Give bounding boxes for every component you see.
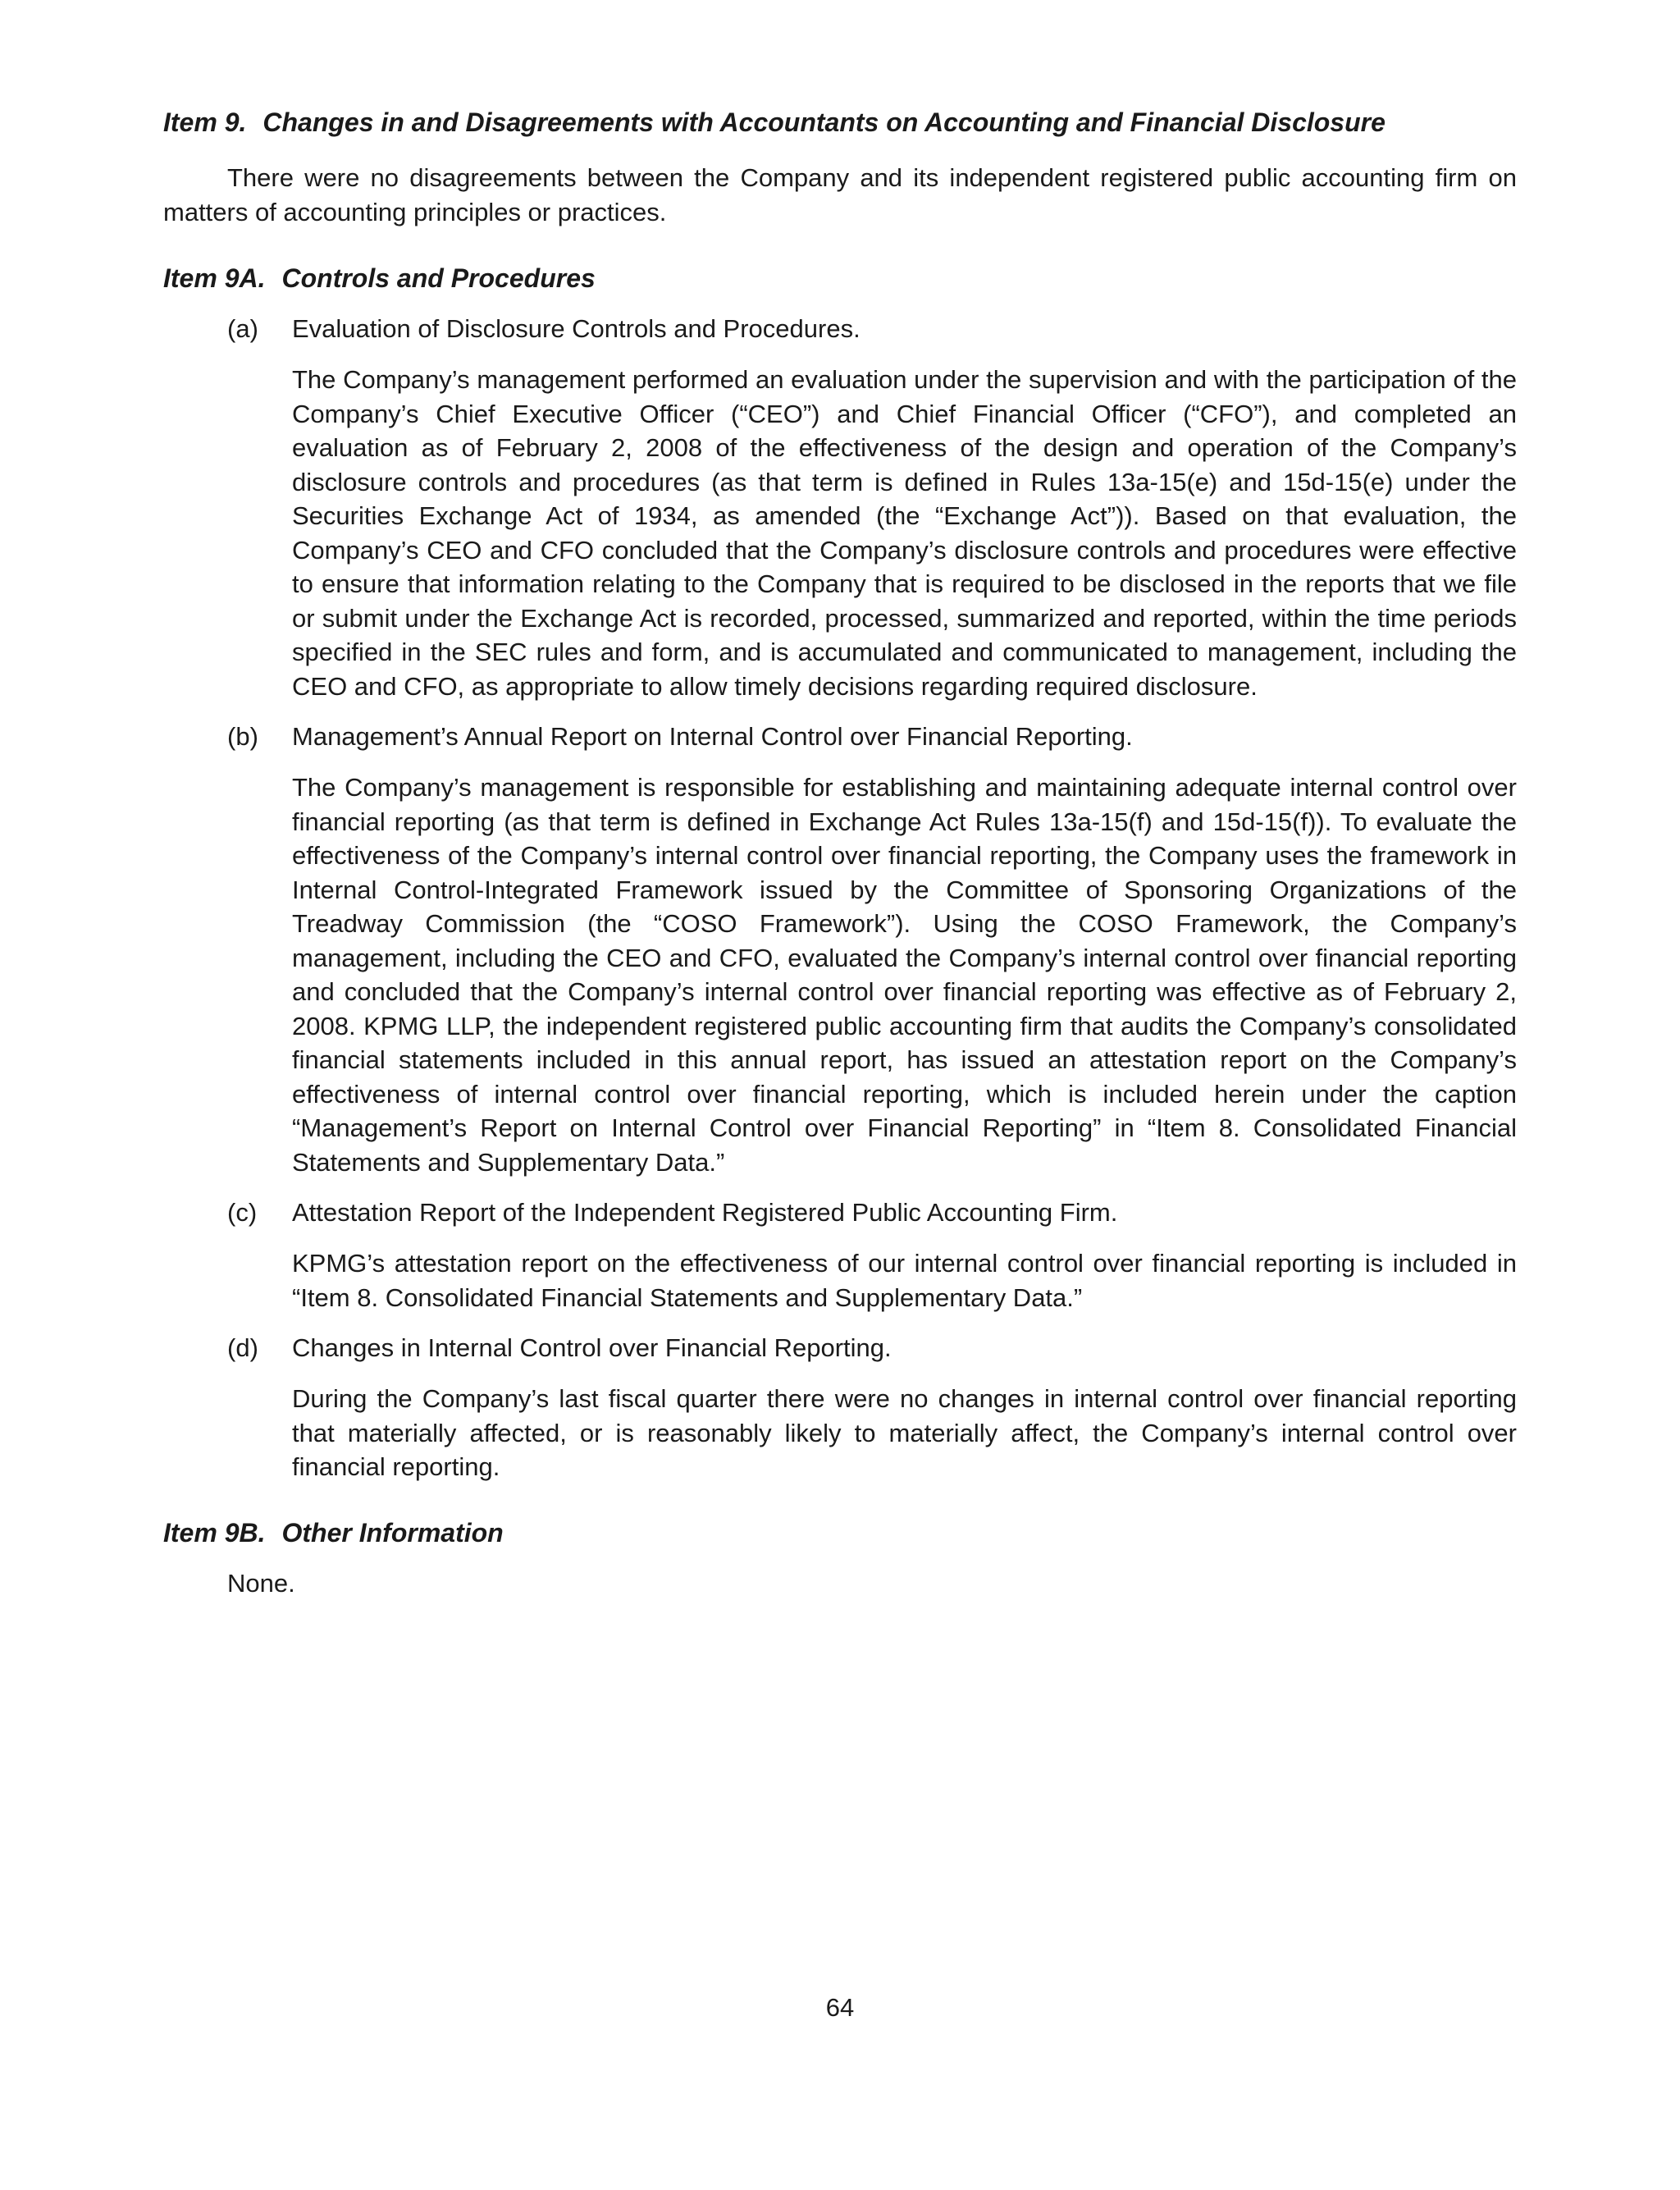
item-9a-number: Item 9A. [163,263,266,293]
section-d-heading [163,1331,1517,1365]
item-9-heading [163,105,1517,139]
document-page [163,105,1517,1601]
section-d-letter: (d) [227,1333,258,1362]
section-a-letter: (a) [227,314,258,343]
section-c-letter: (c) [227,1198,258,1227]
section-c-heading [163,1196,1517,1230]
section-b-letter: (b) [227,722,258,751]
item-9b-heading [163,1516,1517,1550]
section-d-body: During the Company’s last fiscal quarter there were no changes in internal control over financial reporting that materially affected, or is reasonably likely to materially affect, the Company’s internal control over financial reporting. [292,1384,1517,1481]
section-a-heading [163,312,1517,346]
section-a-title: Evaluation of Disclosure Controls and Procedures. [292,314,861,343]
item-9-body: There were no disagreements between the Company and its independent registered public accounting firm on matters of accounting principles or practices. [163,163,1517,226]
section-b-body: The Company’s management is responsible for establishing and maintaining adequate internal control over financial reporting (as that term is defined in Exchange Act Rules 13a-15(f) and 15d-15(f)). To evaluate the effectiveness of the Company’s internal control over financial reporting, the Company uses the framework in Internal Control-Integrated Framework issued by the Committee of Sponsoring Organizations of the Treadway Commission (the “COSO Framework”). Using the COSO Framework, the Company’s management, including the CEO and CFO, evaluated the Company’s internal control over financial reporting and concluded that the Company’s internal control over financial reporting was effective as of February 2, 2008. KPMG LLP, the independent registered public accounting firm that audits the Company’s consolidated financial statements included in this annual report, has issued an attestation report on the Company’s effectiveness of internal control over financial reporting, which is included herein under the caption “Management’s Report on Internal Control over Financial Reporting” in “Item 8. Consolidated Financial Statements and Supplementary Data.” [292,773,1517,1177]
item-9-number: Item 9. [163,107,247,137]
page-number: 64 [825,1993,855,2022]
item-9b-title: Other Information [281,1517,504,1548]
item-9b-body: None. [227,1568,295,1598]
section-c-title: Attestation Report of the Independent Registered Public Accounting Firm. [292,1198,1118,1227]
section-a-body: The Company’s management performed an evaluation under the supervision and with the participation of the Company’s Chief Executive Officer (“CEO”) and Chief Financial Officer (“CFO”), and completed an evaluation as of February 2, 2008 of the effectiveness of the design and operation of the Company’s disclosure controls and procedures (as that term is defined in Rules 13a-15(e) and 15d-15(e) under the Securities Exchange Act of 1934, as amended (the “Exchange Act”)). Based on that evaluation, the Company’s CEO and CFO concluded that the Company’s disclosure controls and procedures were effective to ensure that information relating to the Company that is required to be disclosed in the reports that we file or submit under the Exchange Act is recorded, processed, summarized and reported, within the time periods specified in the SEC rules and form, and is accumulated and communicated to management, including the CEO and CFO, as appropriate to allow timely decisions regarding required disclosure. [292,365,1517,701]
item-9-title: Changes in and Disagreements with Accountants on Accounting and Financial Disclosure [262,107,1386,137]
item-9a-heading [163,261,1517,295]
item-9a-title: Controls and Procedures [281,263,596,293]
section-c-body: KPMG’s attestation report on the effectiveness of our internal control over financial reporting is included in “Item 8. Consolidated Financial Statements and Supplementary Data.” [292,1249,1517,1312]
section-b-title: Management’s Annual Report on Internal Control over Financial Reporting. [292,722,1133,751]
item-9b-number: Item 9B. [163,1517,266,1548]
section-d-title: Changes in Internal Control over Financial Reporting. [292,1333,892,1362]
section-b-heading [163,720,1517,754]
